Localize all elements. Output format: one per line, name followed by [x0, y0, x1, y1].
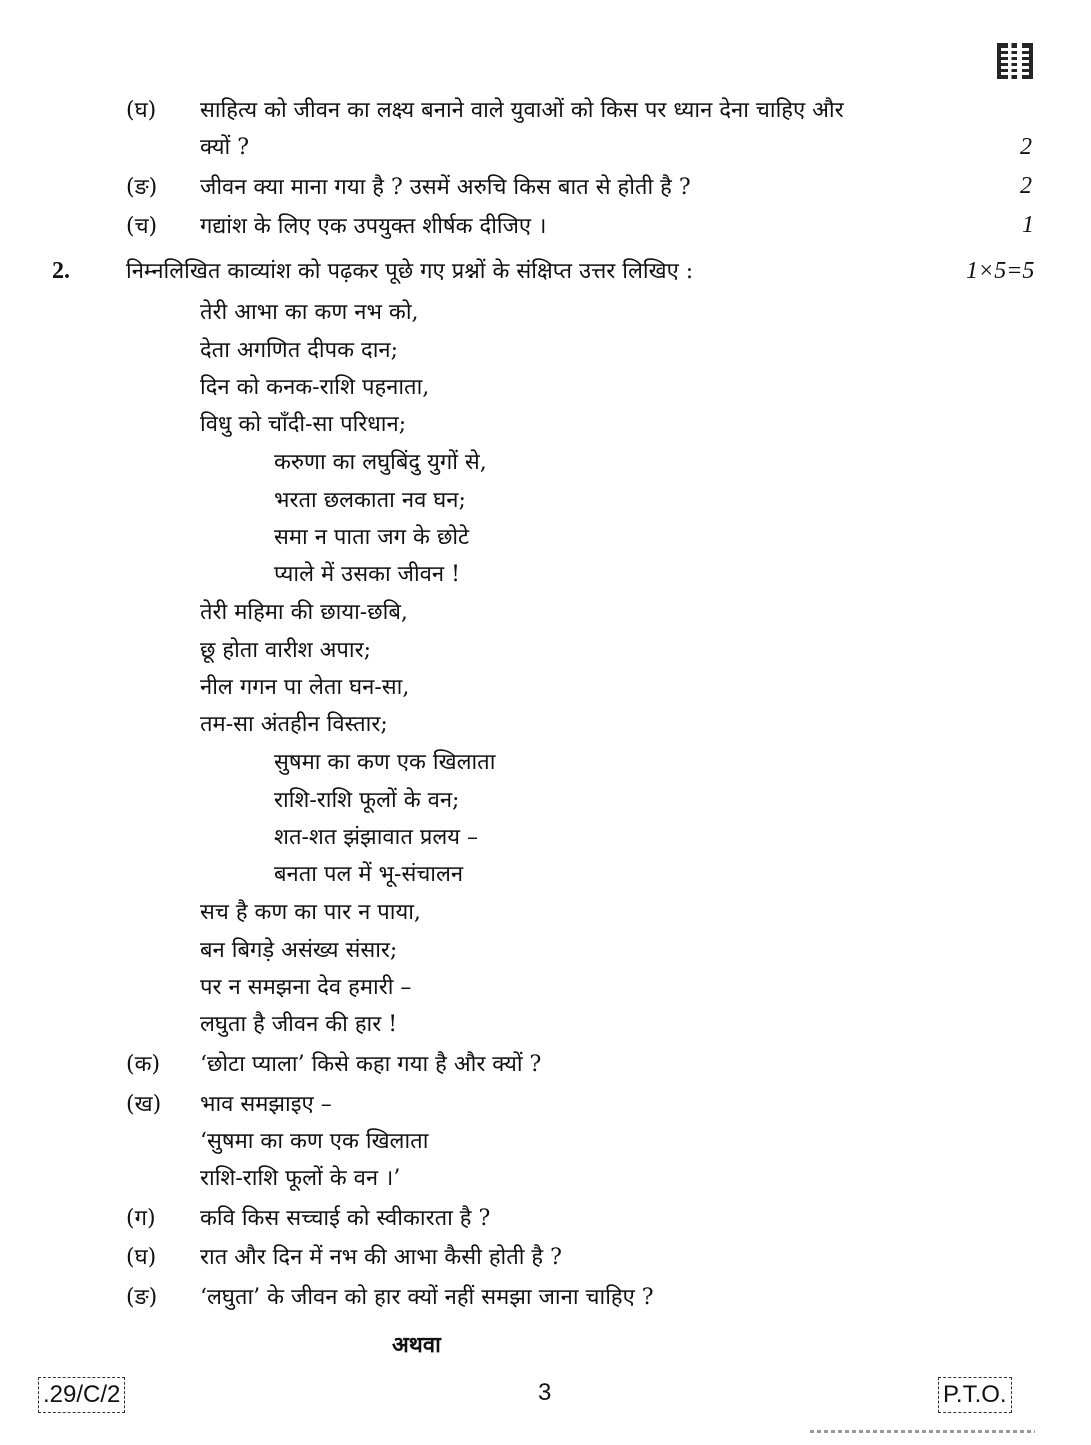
q1-cha-label: (च)	[126, 214, 158, 239]
q1-gha-label: (घ)	[126, 98, 157, 123]
poem-line: राशि-राशि फूलों के वन;	[274, 788, 460, 813]
poem-line: देता अगणित दीपक दान;	[200, 338, 399, 363]
poem-line: तेरी आभा का कण नभ को,	[200, 300, 419, 325]
poem-line: सुषमा का कण एक खिलाता	[274, 750, 496, 775]
poem-line: तेरी महिमा की छाया-छबि,	[200, 600, 408, 625]
qr-code-icon	[997, 43, 1033, 79]
q2-instruction: निम्नलिखित काव्यांश को पढ़कर पूछे गए प्रश्नों के संक्षिप्त उत्तर लिखिए :	[126, 259, 694, 284]
q2-gha-text: रात और दिन में नभ की आभा कैसी होती है ?	[200, 1245, 562, 1270]
or-heading: अथवा	[392, 1332, 441, 1358]
poem-line: लघुता है जीवन की हार !	[200, 1012, 398, 1037]
poem-line: बनता पल में भू-संचालन	[274, 862, 464, 887]
q2-kha-quote1: ‘सुषमा का कण एक खिलाता	[200, 1129, 429, 1154]
q1-gha-line2: क्यों ?	[200, 135, 250, 160]
q2-ka-text: ‘छोटा प्याला’ किसे कहा गया है और क्यों ?	[200, 1052, 542, 1077]
q2-number: 2.	[52, 258, 70, 284]
paper-code: .29/C/2	[38, 1377, 125, 1413]
poem-line: प्याले में उसका जीवन !	[274, 562, 460, 587]
poem-line: समा न पाता जग के छोटे	[274, 525, 470, 550]
poem-line: विधु को चाँदी-सा परिधान;	[200, 412, 407, 437]
q2-kha-text: भाव समझाइए –	[200, 1092, 332, 1117]
poem-line: छू होता वारीश अपार;	[200, 638, 372, 663]
poem-line: दिन को कनक-राशि पहनाता,	[200, 375, 430, 400]
q1-nga-marks: 2	[1020, 173, 1032, 199]
q2-kha-quote2: राशि-राशि फूलों के वन ।’	[200, 1166, 401, 1191]
page-number: 3	[538, 1379, 552, 1406]
q1-nga-label: (ङ)	[126, 175, 158, 200]
q2-ga-text: कवि किस सच्चाई को स्वीकारता है ?	[200, 1206, 491, 1231]
q1-nga-line1: जीवन क्या माना गया है ? उसमें अरुचि किस बात से होती है ?	[200, 175, 691, 200]
q2-kha-label: (ख)	[126, 1092, 162, 1117]
poem-line: तम-सा अंतहीन विस्तार;	[200, 712, 388, 737]
pto-label: P.T.O.	[938, 1377, 1012, 1413]
poem-line: करुणा का लघुबिंदु युगों से,	[274, 450, 487, 475]
poem-line: पर न समझना देव हमारी –	[200, 975, 412, 1000]
poem-line: नील गगन पा लेता घन-सा,	[200, 675, 410, 700]
q2-ga-label: (ग)	[126, 1206, 156, 1231]
footer-rule	[810, 1430, 1035, 1433]
q1-cha-marks: 1	[1022, 212, 1034, 238]
q2-marks: 1×5=5	[966, 258, 1035, 284]
q2-ka-label: (क)	[126, 1052, 161, 1077]
q1-gha-marks: 2	[1020, 134, 1032, 160]
poem-line: शत-शत झंझावात प्रलय –	[274, 825, 479, 850]
q2-nga-label: (ङ)	[126, 1285, 158, 1310]
q2-nga-text: ‘लघुता’ के जीवन को हार क्यों नहीं समझा जाना चाहिए ?	[200, 1285, 654, 1310]
poem-line: सच है कण का पार न पाया,	[200, 900, 421, 925]
q1-cha-line1: गद्यांश के लिए एक उपयुक्त शीर्षक दीजिए ।	[200, 214, 547, 239]
poem-line: भरता छलकाता नव घन;	[274, 488, 466, 513]
q2-gha-label: (घ)	[126, 1245, 157, 1270]
poem-line: बन बिगड़े असंख्य संसार;	[200, 938, 398, 963]
q1-gha-line1: साहित्य को जीवन का लक्ष्य बनाने वाले युवाओं को किस पर ध्यान देना चाहिए और	[200, 98, 844, 123]
